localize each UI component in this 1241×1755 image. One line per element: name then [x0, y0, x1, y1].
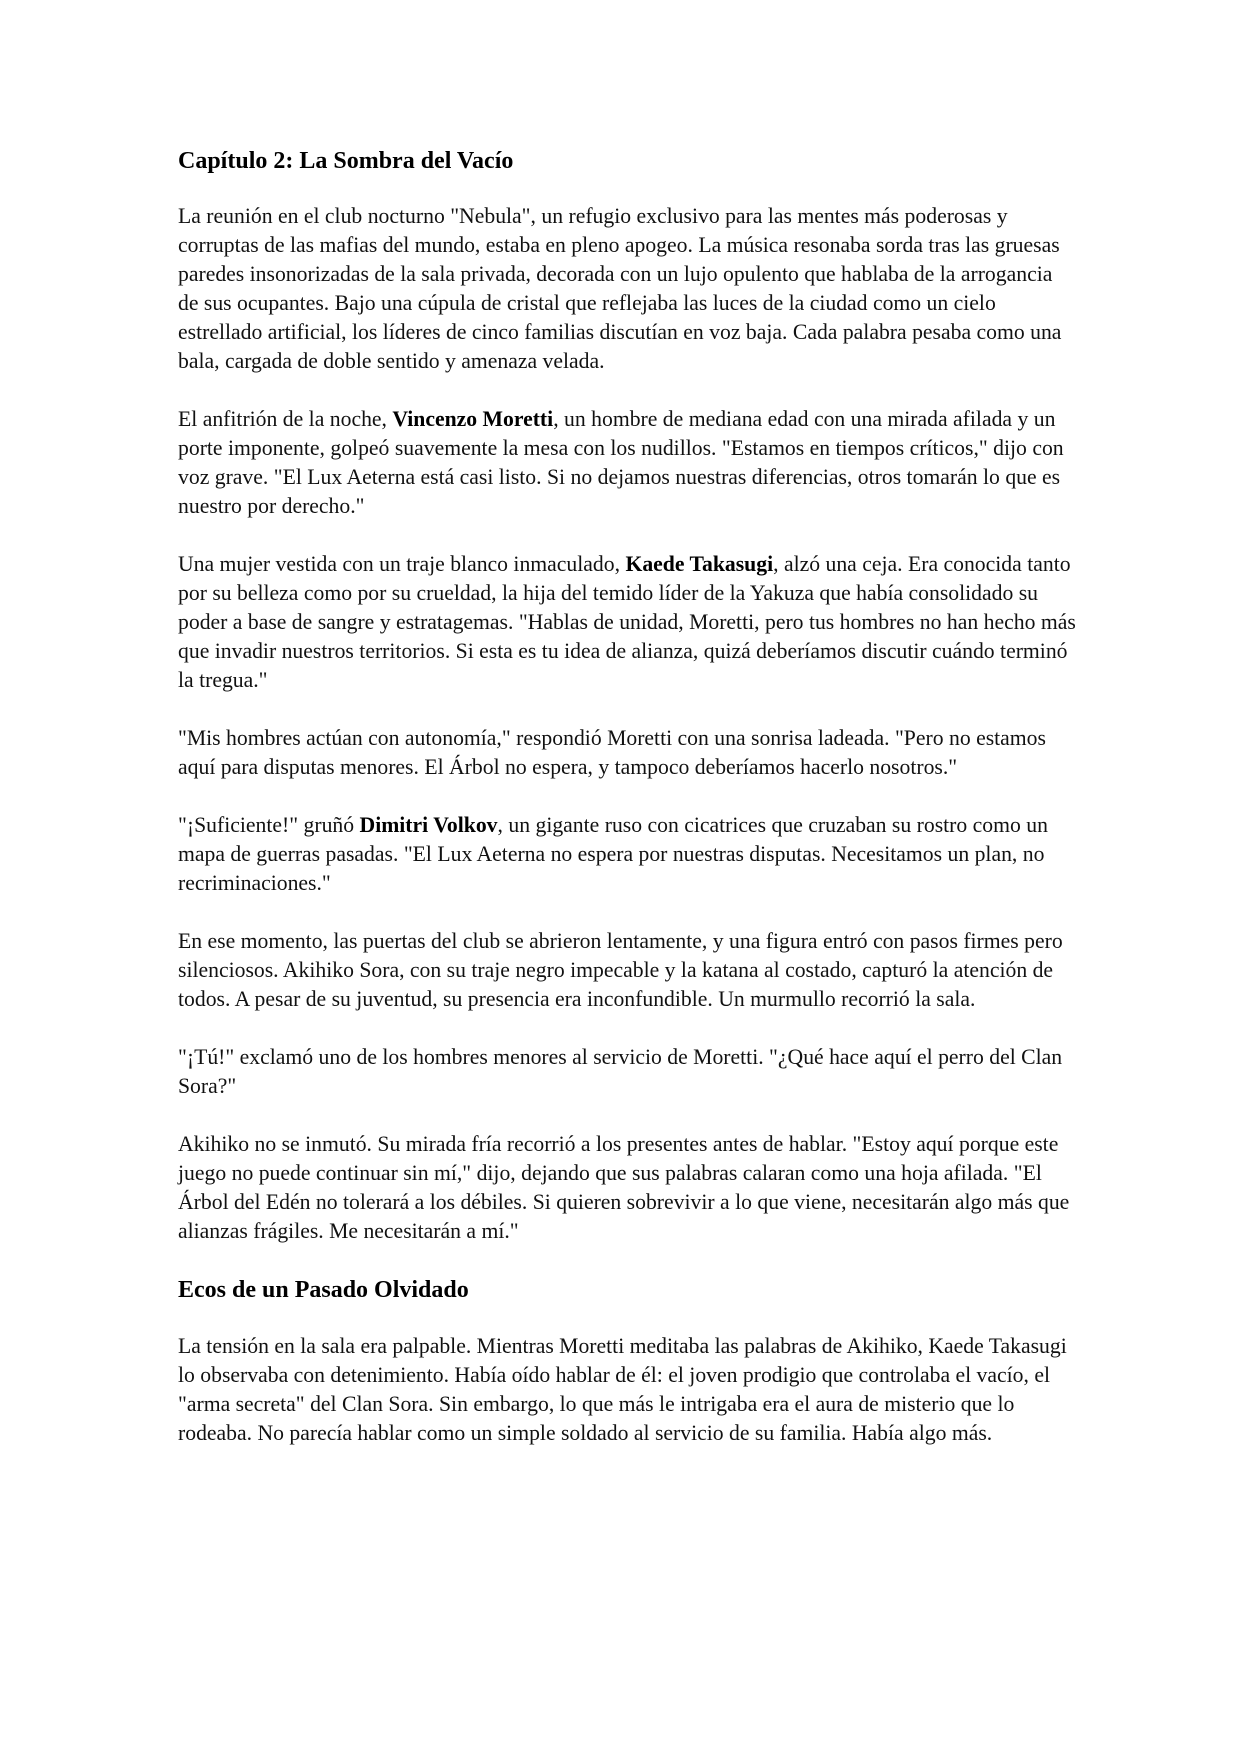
chapter-title: Capítulo 2: La Sombra del Vacío — [178, 148, 514, 174]
paragraph-volkov — [178, 811, 1078, 898]
document-page — [178, 146, 1078, 1477]
character-name-moretti: Vincenzo Moretti — [392, 407, 554, 431]
text-run: El anfitrión de la noche, — [178, 407, 393, 431]
paragraph-akihiko-entrance: En ese momento, las puertas del club se abrieron lentamente, y una figura entró con pasos firmes pero silenciosos. Akihiko Sora, con su traje negro impecable y la katana al costado, capturó la atención de todos. A pesar de su juventud, su presencia era inconfundible. Un murmullo recorrió la sala. — [178, 929, 1063, 1011]
character-name-volkov: Dimitri Volkov — [359, 813, 498, 837]
text-run: , un hombre de mediana edad con una mirada afilada y un porte imponente, golpeó suavemente la mesa con los nudillos. "Estamos en tiempos críticos," dijo con voz grave. "El Lux Aeterna está casi listo. Si no dejamos nuestras diferencias, otros tomarán lo que es nuestro por derecho." — [178, 407, 1064, 518]
paragraph-section: La tensión en la sala era palpable. Mientras Moretti meditaba las palabras de Akihiko, Kaede Takasugi lo observaba con detenimiento. Había oído hablar de él: el joven prodigio que controlaba el vacío, el "arma secreta" del Clan Sora. Sin embargo, lo que más le intrigaba era el aura de misterio que lo rodeaba. No parecía hablar como un simple soldado al servicio de su familia. Había algo más. — [178, 1334, 1067, 1445]
character-name-kaede: Kaede Takasugi — [625, 552, 774, 576]
text-run: "¡Suficiente!" gruñó — [178, 813, 360, 837]
text-run: , un gigante ruso con cicatrices que cruzaban su rostro como un mapa de guerras pasadas. "El Lux Aeterna no espera por nuestras disputas. Necesitamos un plan, no recriminaciones." — [178, 813, 1048, 895]
text-run: Una mujer vestida con un traje blanco inmaculado, — [178, 552, 626, 576]
paragraph-exclamation: "¡Tú!" exclamó uno de los hombres menores al servicio de Moretti. "¿Qué hace aquí el perro del Clan Sora?" — [178, 1045, 1063, 1098]
paragraph-kaede — [178, 550, 1078, 695]
paragraph-moretti — [178, 405, 1078, 521]
paragraph-intro: La reunión en el club nocturno "Nebula", un refugio exclusivo para las mentes más poderosas y corruptas de las mafias del mundo, estaba en pleno apogeo. La música resonaba sorda tras las gruesas paredes insonorizadas de la sala privada, decorada con un lujo opulento que hablaba de la arrogancia de sus ocupantes. Bajo una cúpula de cristal que reflejaba las luces de la ciudad como un cielo estrellado artificial, los líderes de cinco familias discutían en voz baja. Cada palabra pesaba como una bala, cargada de doble sentido y amenaza velada. — [178, 204, 1062, 373]
paragraph-akihiko-speech: Akihiko no se inmutó. Su mirada fría recorrió a los presentes antes de hablar. "Estoy aquí porque este juego no puede continuar sin mí," dijo, dejando que sus palabras calaran como una hoja afilada. "El Árbol del Edén no tolerará a los débiles. Si quieren sobrevivir a lo que viene, necesitarán algo más que alianzas frágiles. Me necesitarán a mí." — [178, 1132, 1070, 1243]
text-run: , alzó una ceja. Era conocida tanto por su belleza como por su crueldad, la hija del temido líder de la Yakuza que había consolidado su poder a base de sangre y estratagemas. "Hablas de unidad, Moretti, pero tus hombres no han hecho más que invadir nuestros territorios. Si esta es tu idea de alianza, quizá deberíamos discutir cuándo terminó la tregua." — [178, 552, 1076, 692]
paragraph-moretti-reply: "Mis hombres actúan con autonomía," respondió Moretti con una sonrisa ladeada. "Pero no estamos aquí para disputas menores. El Árbol no espera, y tampoco deberíamos hacerlo nosotros." — [178, 726, 1046, 779]
section-title: Ecos de un Pasado Olvidado — [178, 1277, 469, 1303]
